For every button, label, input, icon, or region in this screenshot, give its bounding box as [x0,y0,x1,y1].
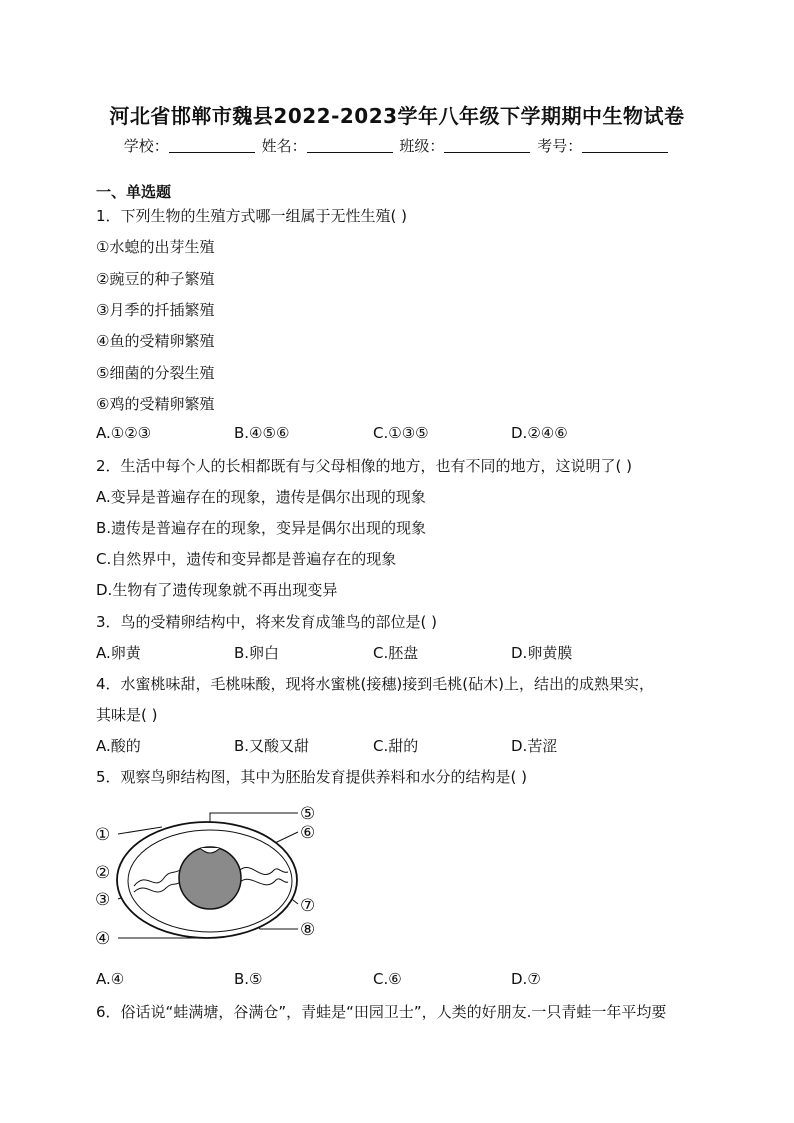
q5-option-c[interactable]: C.⑥ [373,970,402,988]
q3-stem: 3．鸟的受精卵结构中，将来发育成雏鸟的部位是( ) [96,613,438,631]
q1-stem: 1．下列生物的生殖方式哪一组属于无性生殖( ) [96,207,408,225]
q1-item: ⑥鸡的受精卵繁殖 [96,395,215,413]
q4-option-a[interactable]: A.酸的 [96,737,141,755]
q2-option-a[interactable]: A.变异是普遍存在的现象，遗传是偶尔出现的现象 [96,488,426,506]
diagram-label-5: ⑤ [300,804,316,824]
diagram-label-3: ③ [95,890,111,910]
class-label: 班级： [399,137,445,155]
q1-item: ①水螅的出芽生殖 [96,238,215,256]
q1-option-a[interactable]: A.①②③ [96,424,152,442]
q4-option-d[interactable]: D.苦涩 [511,737,558,755]
number-label: 考号： [537,137,583,155]
q1-option-d[interactable]: D.②④⑥ [511,424,568,442]
student-info-row [0,135,794,156]
bird-egg-diagram [92,800,332,950]
exam-title: 河北省邯郸市魏县2022-2023学年八年级下学期期中生物试卷 [109,104,685,128]
name-blank[interactable] [307,137,393,153]
q3-option-c[interactable]: C.胚盘 [373,644,419,662]
class-blank[interactable] [444,137,530,153]
q1-item: ④鱼的受精卵繁殖 [96,332,215,350]
diagram-label-8: ⑧ [300,920,316,940]
diagram-label-6: ⑥ [300,823,316,843]
egg-yolk [179,847,241,909]
q4-stem: 4．水蜜桃味甜，毛桃味酸，现将水蜜桃(接穗)接到毛桃(砧木)上，结出的成熟果实， [96,675,654,693]
q3-option-a[interactable]: A.卵黄 [96,644,141,662]
q3-option-b[interactable]: B.卵白 [234,644,280,662]
q2-option-c[interactable]: C.自然界中，遗传和变异都是普遍存在的现象 [96,550,397,568]
diagram-label-4: ④ [95,929,111,949]
number-blank[interactable] [582,137,668,153]
section-heading: 一、单选题 [96,183,172,201]
q5-stem: 5．观察鸟卵结构图，其中为胚胎发育提供养料和水分的结构是( ) [96,768,528,786]
q4-stem-continued: 其味是( ) [96,706,158,724]
q1-option-c[interactable]: C.①③⑤ [373,424,429,442]
q2-option-b[interactable]: B.遗传是普遍存在的现象，变异是偶尔出现的现象 [96,519,427,537]
school-label: 学校： [123,137,169,155]
q4-option-c[interactable]: C.甜的 [373,737,419,755]
q1-item: ⑤细菌的分裂生殖 [96,364,215,382]
q1-item: ③月季的扦插繁殖 [96,301,215,319]
q2-stem: 2．生活中每个人的长相都既有与父母相像的地方，也有不同的地方，这说明了( ) [96,457,633,475]
name-label: 姓名： [261,137,307,155]
q4-option-b[interactable]: B.又酸又甜 [234,737,310,755]
q5-option-b[interactable]: B.⑤ [234,970,263,988]
diagram-label-1: ① [95,825,111,845]
q1-item: ②豌豆的种子繁殖 [96,270,215,288]
q6-stem: 6．俗话说“蛙满塘，谷满仓”，青蛙是“田园卫士”，人类的好朋友.一只青蛙一年平均要 [96,1003,667,1021]
diagram-label-2: ② [95,863,111,883]
q5-option-d[interactable]: D.⑦ [511,970,541,988]
q3-option-d[interactable]: D.卵黄膜 [511,644,573,662]
q5-option-a[interactable]: A.④ [96,970,125,988]
q1-option-b[interactable]: B.④⑤⑥ [234,424,290,442]
q2-option-d[interactable]: D.生物有了遗传现象就不再出现变异 [96,581,338,599]
school-blank[interactable] [169,137,255,153]
diagram-label-7: ⑦ [300,896,316,916]
